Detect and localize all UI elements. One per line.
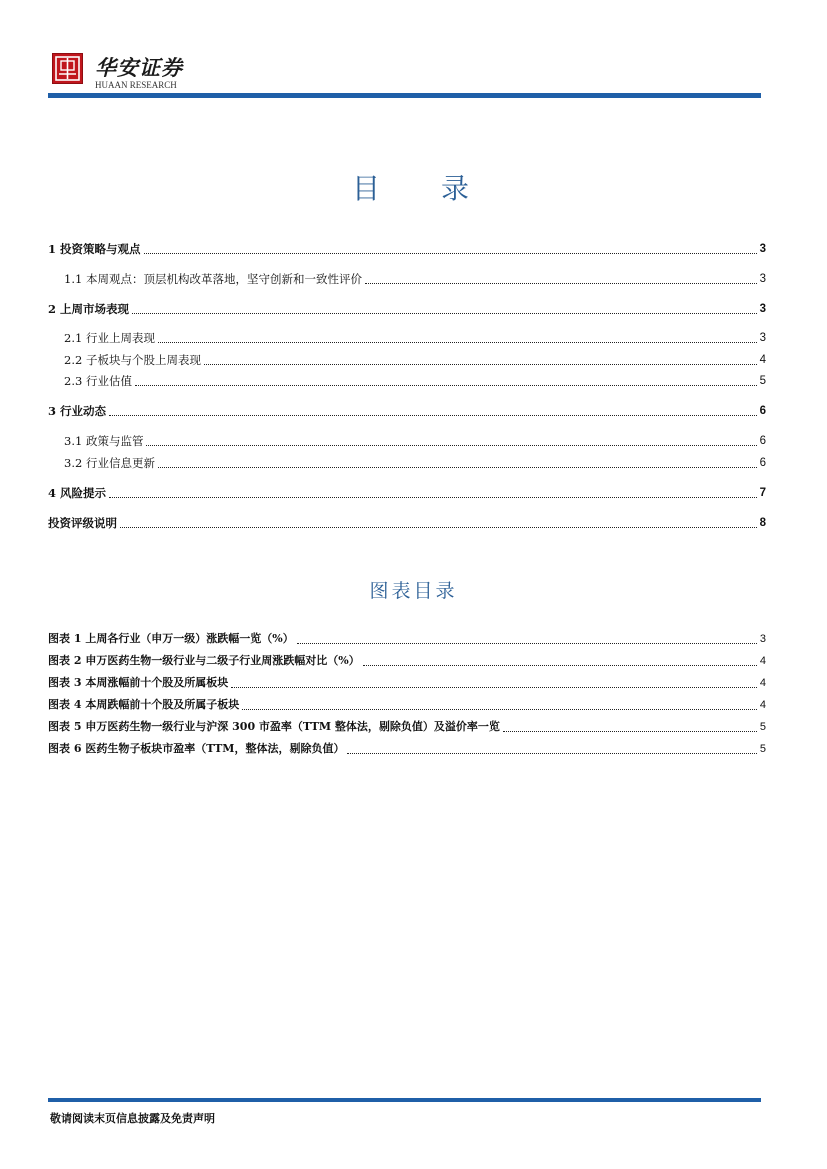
toc-entry-page: 8 [759,517,766,529]
figure-entry-page: 5 [759,721,766,733]
toc-entry[interactable] [48,454,766,472]
toc-entry-label: 3.2 行业信息更新 [64,456,155,470]
huaan-logo-icon [52,53,83,84]
toc-entry[interactable] [48,351,766,369]
toc-entry-label: 2.1 行业上周表现 [64,331,155,345]
toc-leader [135,384,757,386]
toc-entry-page: 6 [759,457,766,469]
figure-entry[interactable] [48,674,766,692]
figure-entry-page: 4 [759,699,766,711]
toc-leader [109,414,757,416]
figure-entry-page: 4 [759,677,766,689]
toc-leader [365,282,757,284]
figure-leader [363,664,757,666]
figure-leader [297,642,757,644]
figure-entry[interactable] [48,740,766,758]
toc-entry[interactable] [48,372,766,390]
toc-entry-label: 1 投资策略与观点 [48,242,141,256]
figure-entry-label: 图表 1 上周各行业（申万一级）涨跌幅一览（%） [48,632,294,645]
toc-entry-page: 5 [759,375,766,387]
toc-entry[interactable] [48,432,766,450]
toc-entry-page: 3 [759,273,766,285]
brand-name-cn: 华安证券 [95,55,183,80]
figure-entry[interactable] [48,718,766,736]
toc-entry[interactable] [48,402,766,420]
toc-entry-page: 3 [759,243,766,255]
figure-list-title: 图表目录 [369,580,458,602]
toc-leader [132,312,757,314]
toc-entry-label: 2.3 行业估值 [64,374,132,388]
toc-entry-label: 2 上周市场表现 [48,302,130,316]
figure-entry[interactable] [48,630,766,648]
toc-entry-page: 6 [759,435,766,447]
toc-entry-page: 7 [759,487,766,499]
header-divider [48,93,761,98]
toc-entry[interactable] [48,240,766,258]
figure-leader [347,752,756,754]
toc-entry-label: 3 行业动态 [48,404,107,418]
figure-entry-label: 图表 5 申万医药生物一级行业与沪深 300 市盈率（TTM 整体法，剔除负值）及溢价率一览 [48,720,500,733]
figure-leader [231,686,757,688]
toc-entry-label: 2.2 子板块与个股上周表现 [64,353,201,367]
figure-leader [503,730,757,732]
toc-leader [109,496,757,498]
toc-entry-page: 6 [759,405,766,417]
footer-divider [48,1098,761,1102]
toc-entry-page: 4 [759,354,766,366]
toc-entry-label: 投资评级说明 [48,516,117,530]
figure-entry-label: 图表 6 医药生物子板块市盈率（TTM，整体法，剔除负值） [48,742,345,755]
toc-entry[interactable] [48,270,766,288]
toc-entry-page: 3 [759,332,766,344]
toc-entry-label: 1.1 本周观点：顶层机构改革落地，坚守创新和一致性评价 [64,272,362,286]
toc-entry-label: 3.1 政策与监管 [64,434,144,448]
figure-entry-label: 图表 3 本周涨幅前十个股及所属板块 [48,676,229,689]
figure-entry-label: 图表 2 申万医药生物一级行业与二级子行业周涨跌幅对比（%） [48,654,360,667]
footer-disclaimer: 敬请阅读末页信息披露及免责声明 [50,1112,215,1125]
toc-entry[interactable] [48,514,766,532]
toc-leader [158,466,757,468]
toc-leader [146,444,756,446]
toc-entry[interactable] [48,329,766,347]
toc-leader [144,252,757,254]
toc-leader [204,363,757,365]
figure-entry-page: 3 [759,633,766,645]
figure-entry-page: 5 [759,743,766,755]
figure-entry-label: 图表 4 本周跌幅前十个股及所属子板块 [48,698,240,711]
figure-entry[interactable] [48,652,766,670]
figure-entry[interactable] [48,696,766,714]
toc-leader [120,526,757,528]
toc-leader [158,341,757,343]
toc-entry-page: 3 [759,303,766,315]
figure-leader [242,708,757,710]
toc-entry[interactable] [48,300,766,318]
brand-name-en: HUAAN RESEARCH [95,80,177,90]
toc-title: 目 录 [352,172,495,205]
figure-entry-page: 4 [759,655,766,667]
toc-entry-label: 4 风险提示 [48,486,107,500]
toc-entry[interactable] [48,484,766,502]
